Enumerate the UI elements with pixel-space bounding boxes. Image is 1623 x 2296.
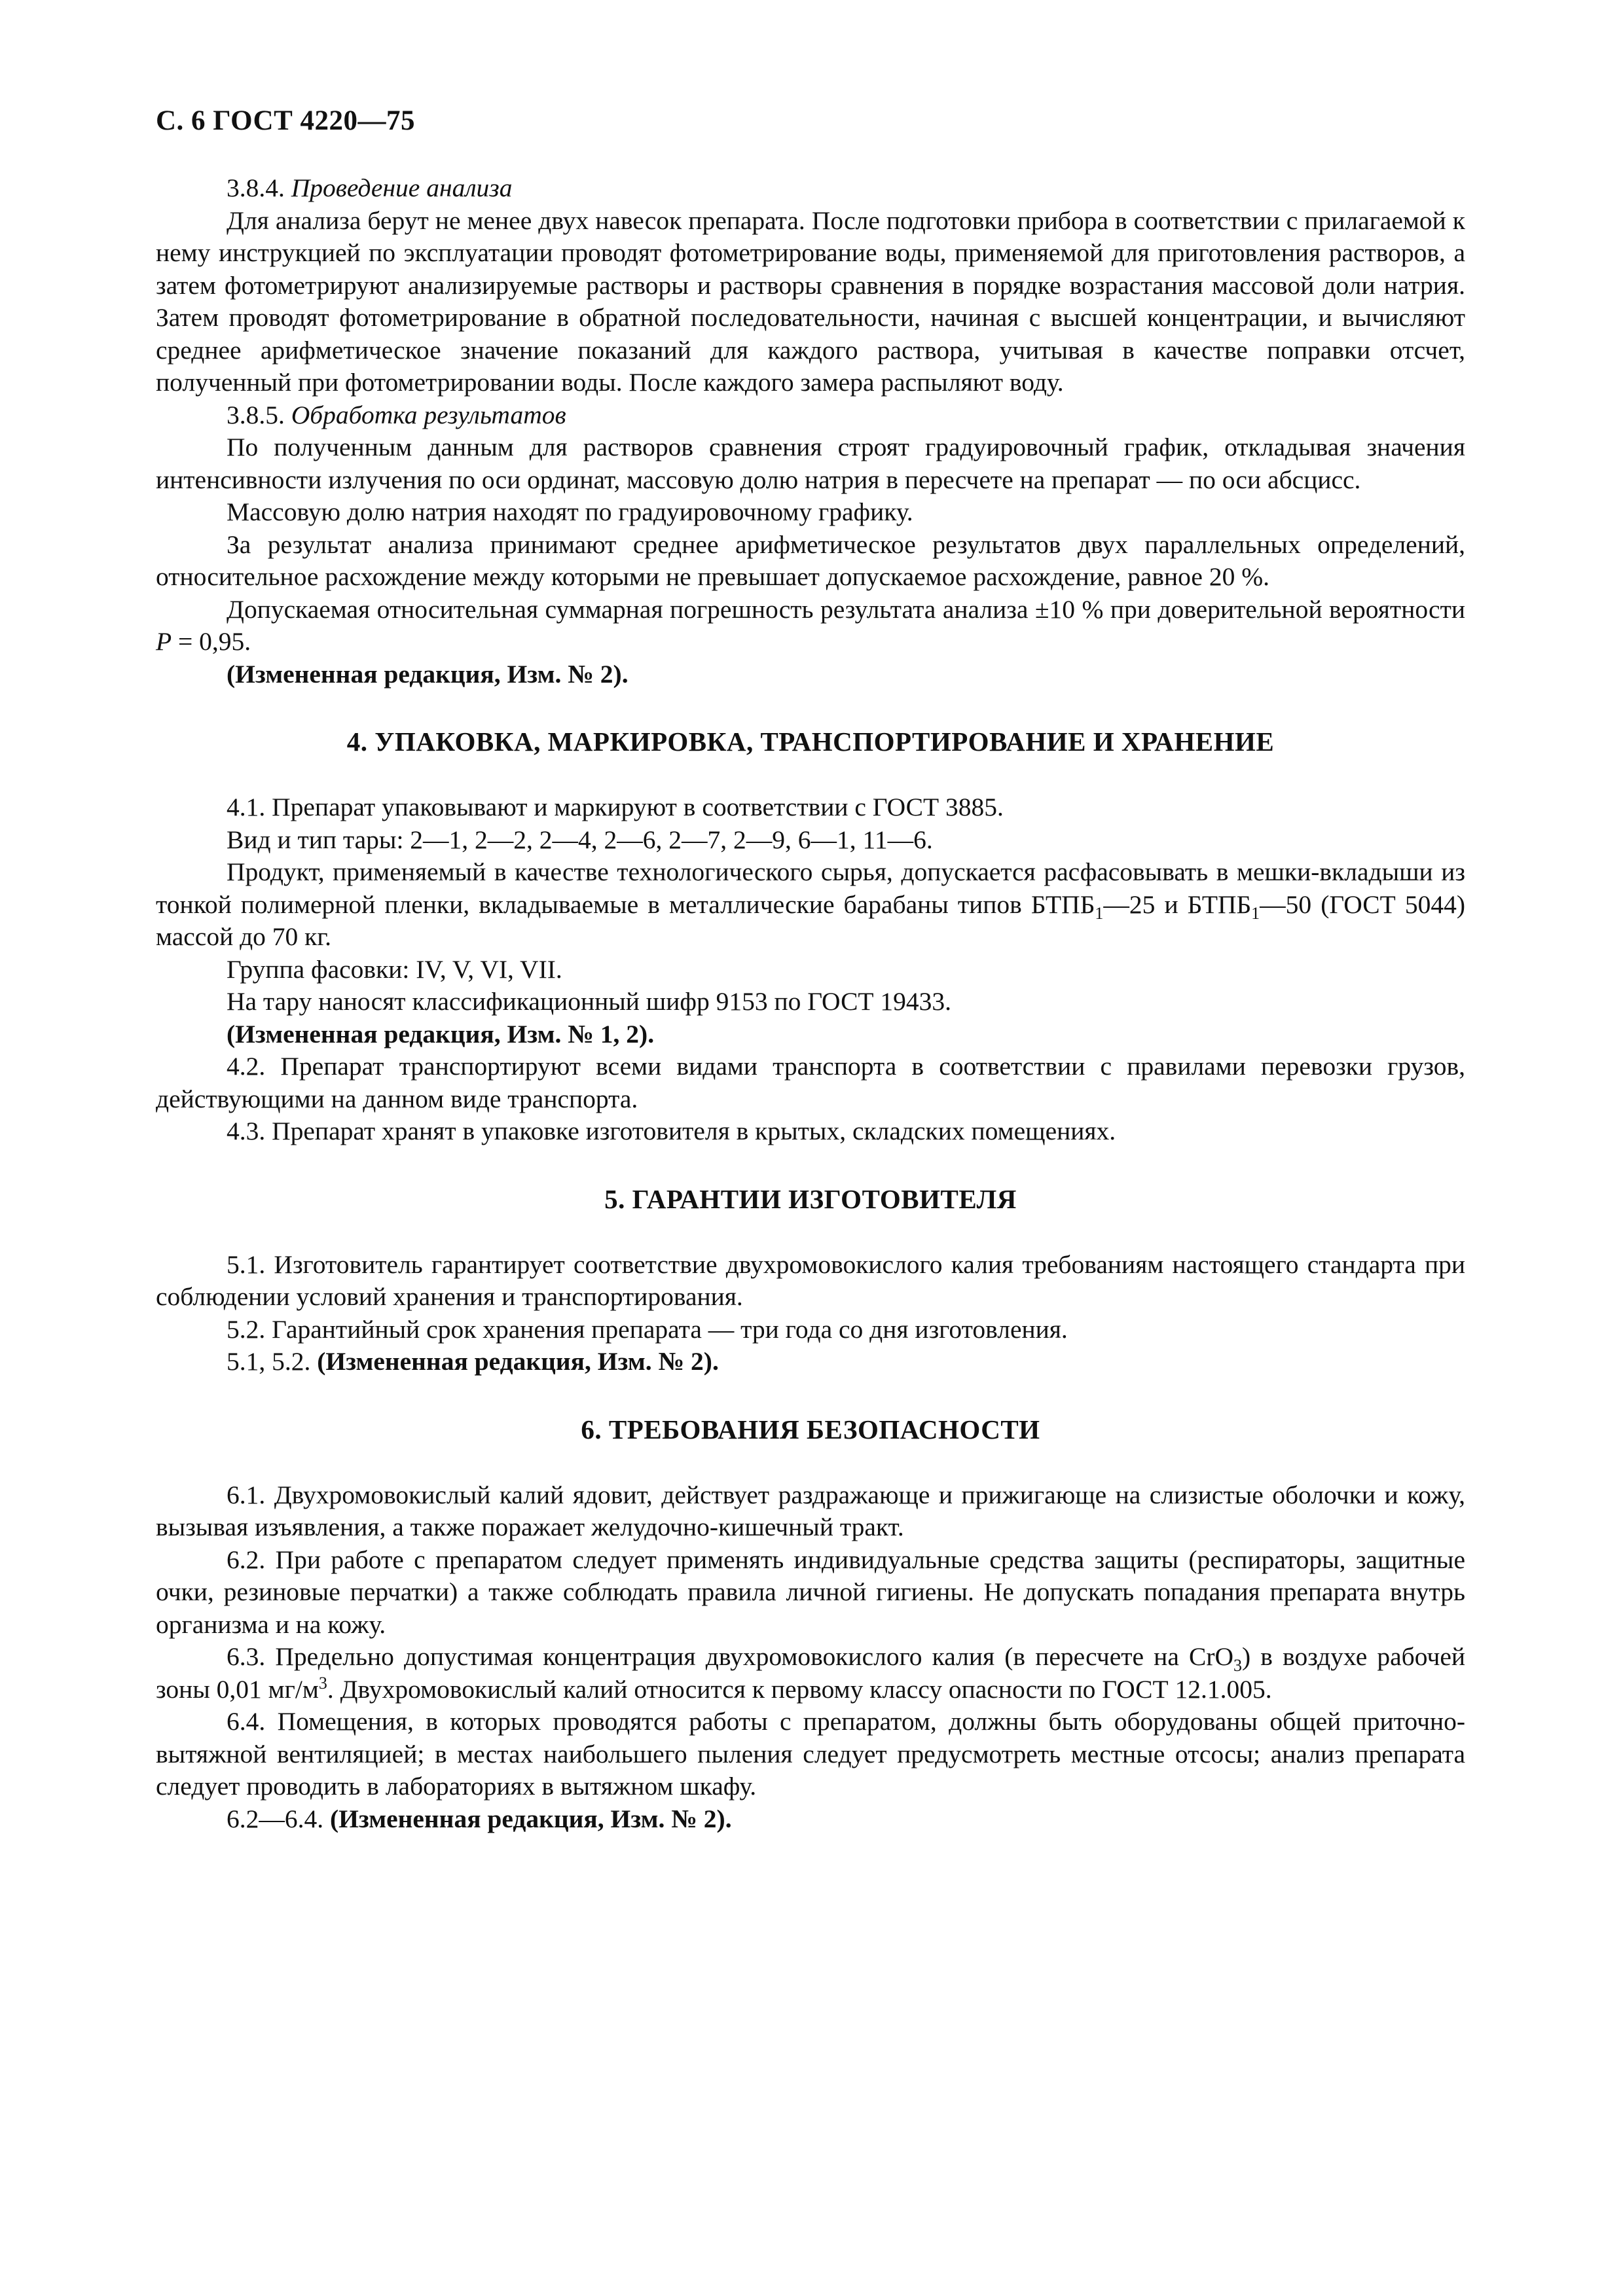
text-span: —25 и БТПБ xyxy=(1103,889,1252,919)
variable-p: P xyxy=(156,627,172,656)
section-title-5: 5. ГАРАНТИИ ИЗГОТОВИТЕЛЯ xyxy=(604,1183,1017,1214)
paragraph: Для анализа берут не менее двух навесок препарата. После подготовки прибора в соответствии с прилагаемой к нему инструкцией по эксплуатации проводят фотометрирование воды, применяемой для приготовления растворов, а затем фотометрируют анализируемые растворы и растворы сравнения в порядке возрастания массовой доли натрия. Затем проводят фотометрирование в обратной последовательности, начиная с высшей концентрации, и вычисляют среднее арифметическое значение показаний для каждого раствора, учитывая в качестве поправки отсчет, полученный при фотометрировании воды. После каждого замера распыляют воду. xyxy=(156,206,1465,397)
paragraph: Массовую долю натрия находят по градуировочному графику. xyxy=(227,497,913,526)
text-span: = 0,95. xyxy=(172,627,251,656)
paragraph: Группа фасовки: IV, V, VI, VII. xyxy=(227,954,562,984)
text-span: . Двухромовокислый калий относится к первому классу опасности по ГОСТ 12.1.005. xyxy=(327,1674,1272,1704)
text-span: 6.3. Предельно допустимая концентрация двухромовокислого калия (в пересчете на CrO xyxy=(227,1642,1234,1671)
superscript: 3 xyxy=(318,1673,327,1693)
subsection-number: 3.8.4. xyxy=(227,173,285,202)
text-span: —50 (ГОСТ 5044) массой до 70 кг. xyxy=(156,889,1465,951)
paragraph: 4.2. Препарат транспортируют всеми видами транспорта в соответствии с правилами перевозки грузов, действующими на данном виде транспорта. xyxy=(156,1052,1465,1113)
section-title-4: 4. УПАКОВКА, МАРКИРОВКА, ТРАНСПОРТИРОВАНИЕ И ХРАНЕНИЕ xyxy=(346,726,1275,757)
text-span: ) в воздухе рабочей зоны 0,01 мг/м xyxy=(156,1642,1465,1704)
paragraph: На тару наносят классификационный шифр 9153 по ГОСТ 19433. xyxy=(227,987,952,1016)
subscript: 1 xyxy=(1095,903,1104,923)
paragraph: 6.4. Помещения, в которых проводятся работы с препаратом, должны быть оборудованы общей приточно-вытяжной вентиляцией; в местах наибольшего пыления следует предусмотреть местные отсосы; анализ препарата следует проводить в лабораториях в вытяжном шкафу. xyxy=(156,1707,1465,1801)
paragraph: По полученным данным для растворов сравнения строят градуировочный график, откладывая значения интенсивности излучения по оси ординат, массовую долю натрия в пересчете на препарат — по оси абсцисс. xyxy=(156,433,1465,494)
text-span: 5.1, 5.2. xyxy=(227,1347,318,1376)
paragraph: 6.2. При работе с препаратом следует применять индивидуальные средства защиты (респираторы, защитные очки, резиновые перчатки) а также соблюдать правила личной гигиены. Не допускать попадания препарата внутрь организма и на кожу. xyxy=(156,1545,1465,1639)
subscript: 1 xyxy=(1251,903,1260,923)
paragraph xyxy=(156,1803,1465,1836)
text-span: Продукт, применяемый в качестве технологического сырья, допускается расфасовывать в мешки-вкладыши из тонкой полимерной пленки, вкладываемые в металлические барабаны типов БТПБ xyxy=(156,857,1465,919)
subsection-title: Проведение анализа xyxy=(291,173,513,202)
subscript: 3 xyxy=(1233,1655,1243,1675)
paragraph: 6.1. Двухромовокислый калий ядовит, действует раздражающе и прижигающе на слизистые оболочки и кожу, вызывая изъявления, а также поражает желудочно-кишечный тракт. xyxy=(156,1480,1465,1541)
edit-note: (Измененная редакция, Изм. № 2). xyxy=(227,659,629,689)
subsection-number: 3.8.5. xyxy=(227,400,285,429)
text-span: Допускаемая относительная суммарная погрешность результата анализа ±10 % при доверительной вероятности xyxy=(227,594,1465,624)
paragraph xyxy=(156,1346,1465,1378)
paragraph xyxy=(156,1641,1465,1706)
document-page xyxy=(156,105,1465,1835)
paragraph: 5.1. Изготовитель гарантирует соответствие двухромовокислого калия требованиям настоящего стандарта при соблюдении условий хранения и транспортирования. xyxy=(156,1249,1465,1311)
edit-note: (Измененная редакция, Изм. № 1, 2). xyxy=(227,1019,655,1049)
paragraph: 5.2. Гарантийный срок хранения препарата — три года со дня изготовления. xyxy=(227,1314,1068,1344)
page-header: С. 6 ГОСТ 4220—75 xyxy=(156,105,416,136)
paragraph: 4.1. Препарат упаковывают и маркируют в соответствии с ГОСТ 3885. xyxy=(227,793,1004,821)
paragraph: 4.3. Препарат хранят в упаковке изготовителя в крытых, складских помещениях. xyxy=(227,1117,1116,1145)
subsection-heading-3-8-4 xyxy=(156,172,1465,205)
subsection-title: Обработка результатов xyxy=(291,400,566,429)
edit-note: (Измененная редакция, Изм. № 2). xyxy=(317,1347,719,1376)
paragraph xyxy=(156,594,1465,658)
edit-note: (Измененная редакция, Изм. № 2). xyxy=(330,1804,732,1833)
paragraph: Вид и тип тары: 2—1, 2—2, 2—4, 2—6, 2—7, 2—9, 6—1, 11—6. xyxy=(227,825,933,854)
section-title-6: 6. ТРЕБОВАНИЯ БЕЗОПАСНОСТИ xyxy=(581,1414,1040,1444)
text-span: 6.2—6.4. xyxy=(227,1804,330,1833)
paragraph: За результат анализа принимают среднее арифметическое результатов двух параллельных определений, относительное расхождение между которыми не превышает допускаемое расхождение, равное 20 %. xyxy=(156,529,1465,591)
paragraph xyxy=(156,856,1465,954)
subsection-heading-3-8-5 xyxy=(156,399,1465,432)
